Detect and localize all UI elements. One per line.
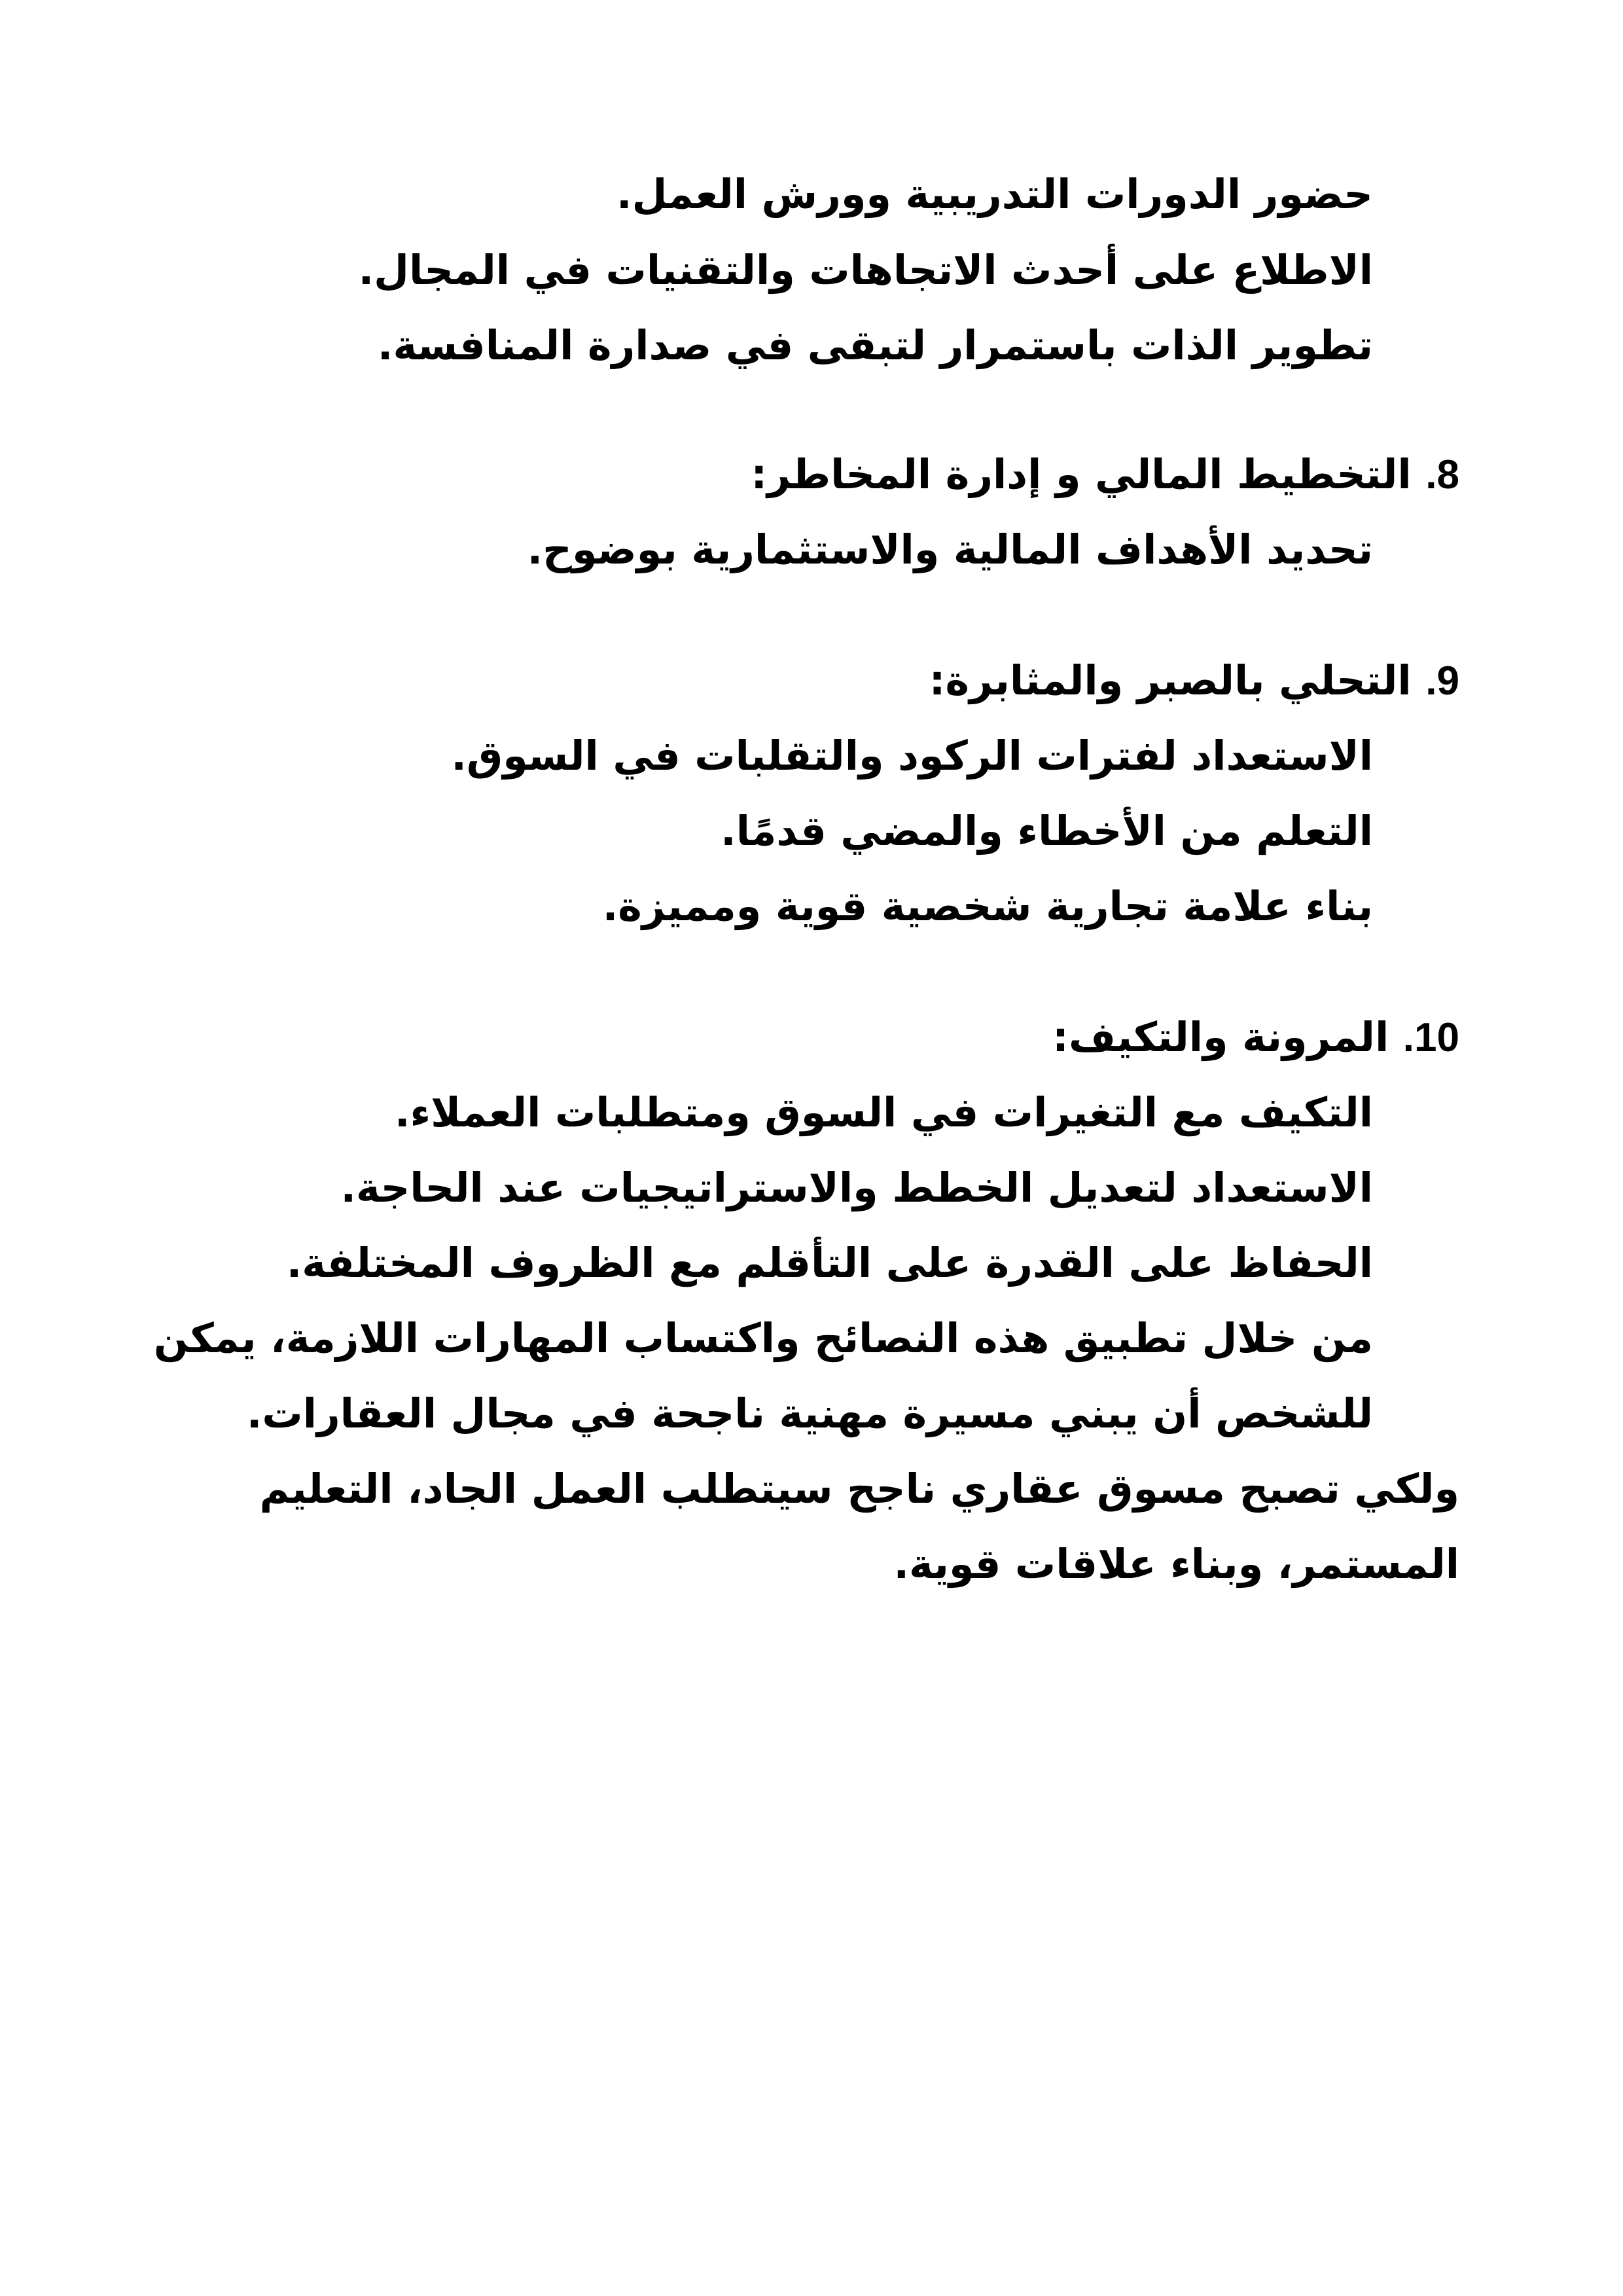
bullet-line-adjust-plans: الاستعداد لتعديل الخطط والاستراتيجيات عند الحاجة.	[340, 1164, 1373, 1211]
section-number-10: 10.	[1402, 1015, 1459, 1060]
section-number-9: 9.	[1425, 658, 1459, 704]
bullet-line-self-development: تطوير الذات باستمرار لتبقى في صدارة المنافسة.	[377, 321, 1373, 369]
bullet-line-latest-trends: الاطلاع على أحدث الاتجاهات والتقنيات في المجال.	[358, 246, 1373, 294]
bullet-line-recession-readiness: الاستعداد لفترات الركود والتقلبات في السوق.	[451, 732, 1373, 780]
section-title-8: التخطيط المالي و إدارة المخاطر:	[751, 450, 1412, 498]
bullet-line-training-courses: حضور الدورات التدريبية وورش العمل.	[616, 170, 1373, 218]
bullet-line-stay-adaptable: الحفاظ على القدرة على التأقلم مع الظروف المختلفة.	[286, 1239, 1373, 1287]
bullet-line-learn-from-mistakes: التعلم من الأخطاء والمضي قدمًا.	[721, 807, 1373, 855]
closing-line-1: ولكي تصبح مسوق عقاري ناجح سيتطلب العمل الجاد، التعليم	[259, 1465, 1459, 1513]
conclusion-line-1: من خلال تطبيق هذه النصائح واكتساب المهارات اللازمة، يمكن	[153, 1314, 1373, 1362]
section-number-8: 8.	[1425, 452, 1459, 497]
section-title-9: التحلي بالصبر والمثابرة:	[929, 656, 1412, 704]
bullet-line-financial-goals: تحديد الأهداف المالية والاستثمارية بوضوح.	[527, 526, 1373, 573]
section-heading-10	[1052, 1011, 1459, 1064]
bullet-line-adapt-to-market: التكيف مع التغيرات في السوق ومتطلبات العملاء.	[394, 1088, 1373, 1136]
conclusion-line-2: للشخص أن يبني مسيرة مهنية ناجحة في مجال العقارات.	[246, 1390, 1373, 1437]
section-heading-8	[751, 448, 1459, 501]
section-heading-9	[929, 655, 1459, 708]
section-title-10: المرونة والتكيف:	[1052, 1013, 1389, 1061]
closing-line-2: المستمر، وبناء علاقات قوية.	[893, 1540, 1459, 1588]
bullet-line-personal-brand: بناء علامة تجارية شخصية قوية ومميزة.	[602, 882, 1373, 930]
